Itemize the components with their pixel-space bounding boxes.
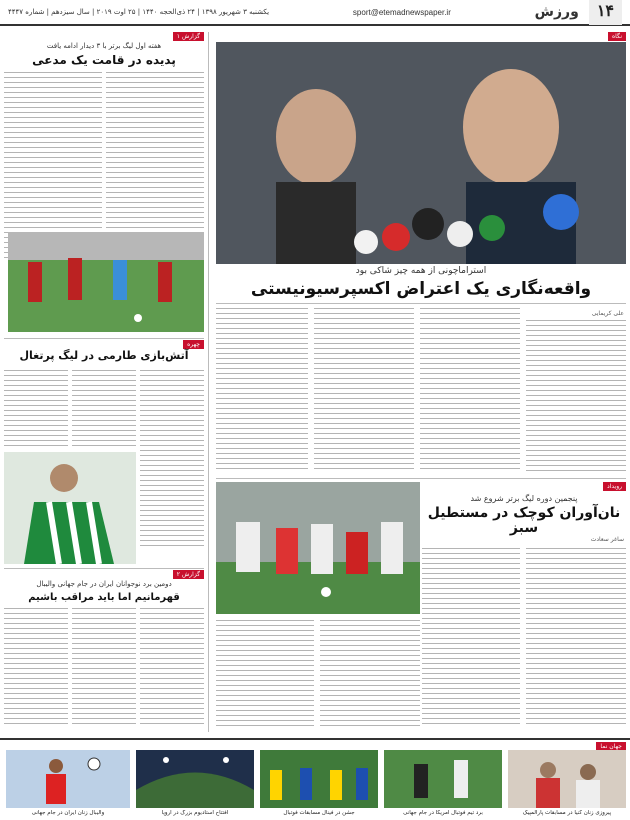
side-column <box>4 30 204 730</box>
league-match-photo <box>8 232 204 332</box>
strip-caption-1: پیروزی زنان کنیا در مسابقات پارالمپیک <box>522 810 612 816</box>
second-story-column-1 <box>526 548 626 728</box>
strip-photo-3 <box>260 750 378 808</box>
second-story-tag: رویداد <box>603 482 626 491</box>
second-story-headline: نان‌آوران کوچک در مستطیل سبز <box>427 505 621 537</box>
side-bottom-kicker: دومین برد نوجوانان ایران در جام جهانی والیبال <box>36 580 172 588</box>
second-story-kicker: پنجمین دوره لیگ برتر شروع شد <box>470 494 578 503</box>
side-mid-column-2 <box>72 370 136 450</box>
main-story-column-3 <box>314 308 414 472</box>
side-mid-column-3 <box>4 370 68 450</box>
main-story-byline: علی کریمایی <box>591 310 624 317</box>
divider <box>4 568 204 569</box>
taremi-photo <box>4 452 136 564</box>
column-divider <box>208 32 209 732</box>
main-story-headline: واقعه‌نگاری یک اعتراض اکسپرسیونیستی <box>250 279 592 299</box>
youth-football-photo <box>216 482 420 614</box>
side-bottom-tag: گزارش ۲ <box>173 570 204 579</box>
strip-caption-3: جشن در فینال مسابقات فوتبال <box>283 810 355 816</box>
side-bottom-column-3 <box>4 608 68 728</box>
section-email[interactable]: sport@etemadnewspaper.ir <box>352 7 451 17</box>
main-story-tag: نگاه <box>608 32 626 41</box>
side-mid-tag: چهره <box>183 340 204 349</box>
strip-photo-5 <box>6 750 130 808</box>
page-number: ۱۴ <box>589 0 622 25</box>
second-story-column-2 <box>422 548 520 728</box>
strip-caption-2: برد تیم فوتبال آمریکا در جام جهانی <box>403 810 483 816</box>
press-conference-photo <box>216 42 626 264</box>
main-story-column-4 <box>216 308 308 472</box>
side-top-headline: پدیده در قامت یک مدعی <box>32 53 176 67</box>
divider <box>216 478 626 479</box>
side-mid-column-1 <box>140 370 204 550</box>
main-story-kicker: استراماچونی از همه چیز شاکی بود <box>355 266 487 276</box>
divider <box>4 338 204 339</box>
second-story-column-4 <box>216 620 314 728</box>
section-title: ورزش <box>534 4 579 20</box>
main-story-column-2 <box>420 308 520 472</box>
second-story-byline: ساغر سعادت <box>590 536 624 543</box>
side-top-kicker: هفته اول لیگ برتر با ۳ دیدار ادامه یافت <box>46 42 162 50</box>
page-header <box>0 0 630 26</box>
side-top-tag: گزارش ۱ <box>173 32 204 41</box>
strip-photo-4 <box>136 750 254 808</box>
main-story-column-1 <box>526 320 626 472</box>
strip-caption-4: افتتاح استادیوم بزرگ در اروپا <box>161 810 229 816</box>
strip-photo-1 <box>508 750 626 808</box>
strip-title: جهان نما <box>596 742 626 751</box>
side-bottom-column-1 <box>140 608 204 728</box>
side-bottom-headline: قهرمانیم اما باید مراقب باشیم <box>28 592 180 603</box>
strip-photo-2 <box>384 750 502 808</box>
second-story-column-3 <box>320 620 420 728</box>
issue-date-line: یکشنبه ۳ شهریور ۱۳۹۸ | ۲۴ ذی‌الحجه ۱۴۴۰ | ۲۵ اوت ۲۰۱۹ | سال سیزدهم | شماره ۴۴۴۷ <box>8 8 270 16</box>
strip-caption-5: والیبال زنان ایران در جام جهانی <box>31 810 105 816</box>
world-news-strip <box>0 738 630 820</box>
main-column <box>210 30 630 730</box>
side-bottom-column-2 <box>72 608 136 728</box>
divider <box>216 303 626 304</box>
side-mid-headline: آتش‌بازی طارمی در لیگ پرتغال <box>19 349 189 362</box>
